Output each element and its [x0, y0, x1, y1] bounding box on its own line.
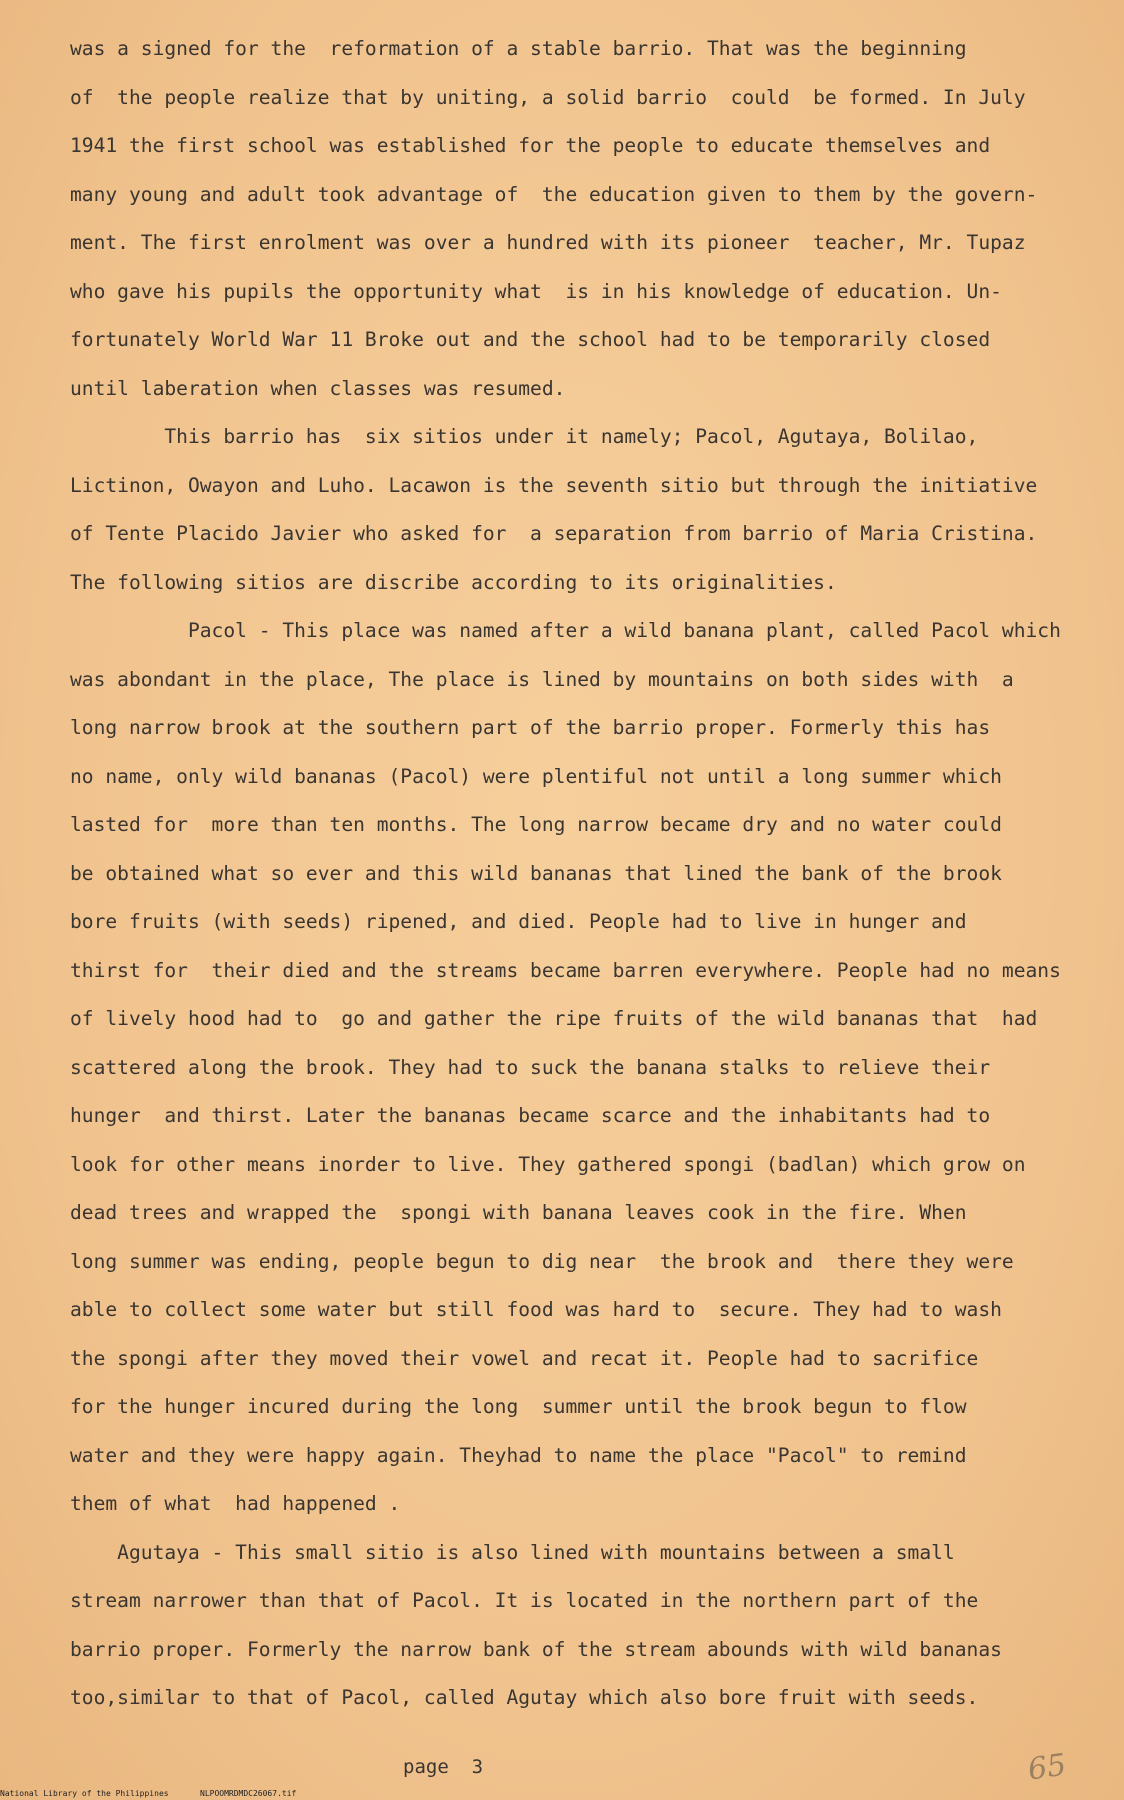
text-line: be obtained what so ever and this wild bananas that lined the bank of the brook [70, 861, 1002, 885]
text-line: of the people realize that by uniting, a solid barrio could be formed. In July [70, 85, 1026, 109]
text-line: This barrio has six sitios under it namely; Pacol, Agutaya, Bolilao, [70, 425, 979, 448]
text-line: water and they were happy again. Theyhad to name the place "Pacol" to remind [70, 1443, 967, 1467]
text-line: long summer was ending, people begun to dig near the brook and there they were [70, 1249, 1014, 1273]
text-line: stream narrower than that of Pacol. It is located in the northern part of the [70, 1589, 979, 1612]
page-number: page 3 [403, 1756, 484, 1778]
text-line: The following sitios are discribe according to its originalities. [70, 570, 837, 594]
text-line: bore fruits (with seeds) ripened, and died. People had to live in hunger and [70, 910, 967, 933]
text-line: of lively hood had to go and gather the ripe fruits of the wild bananas that had [70, 1007, 1038, 1030]
text-line: hunger and thirst. Later the bananas became scarce and the inhabitants had to [70, 1104, 991, 1127]
document-body [70, 36, 1110, 1734]
text-line: the spongi after they moved their vowel and recat it. People had to sacrifice [70, 1346, 979, 1370]
text-line: able to collect some water but still food was hard to secure. They had to wash [70, 1298, 1002, 1321]
text-line: of Tente Placido Javier who asked for a separation from barrio of Maria Cristina. [70, 522, 1038, 545]
text-line: long narrow brook at the southern part of the barrio proper. Formerly this has [70, 716, 991, 739]
text-line: too,similar to that of Pacol, called Agutay which also bore fruit with seeds. [70, 1686, 979, 1709]
text-line: Pacol - This place was named after a wild banana plant, called Pacol which [70, 619, 1061, 642]
text-line: thirst for their died and the streams became barren everywhere. People had no means [70, 958, 1061, 982]
text-line: lasted for more than ten months. The long narrow became dry and no water could [70, 813, 1002, 836]
text-line: 1941 the first school was established for the people to educate themselves and [70, 134, 991, 157]
text-line: was a signed for the reformation of a stable barrio. That was the beginning [70, 37, 967, 60]
text-line: scattered along the brook. They had to suck the banana stalks to relieve their [70, 1055, 991, 1079]
footer-archive-label: National Library of the Philippines [0, 1789, 169, 1798]
text-line: until laberation when classes was resumed. [70, 376, 566, 400]
text-line: dead trees and wrapped the spongi with banana leaves cook in the fire. When [70, 1201, 967, 1224]
text-line: for the hunger incured during the long summer until the brook begun to flow [70, 1395, 967, 1418]
text-line: them of what had happened . [70, 1492, 401, 1515]
text-line: who gave his pupils the opportunity what is in his knowledge of education. Un- [70, 279, 1002, 303]
handwritten-page-note: 65 [1025, 1747, 1069, 1788]
text-line: Agutaya - This small sitio is also lined with mountains between a small [70, 1540, 955, 1564]
text-line: Lictinon, Owayon and Luho. Lacawon is the seventh sitio but through the initiative [70, 473, 1038, 497]
footer-file-name: NLPOOMRDMDC26067.tif [200, 1789, 297, 1798]
text-line: look for other means inorder to live. They gathered spongi (badlan) which grow on [70, 1152, 1026, 1176]
text-line: many young and adult took advantage of the education given to them by the govern- [70, 182, 1038, 206]
text-line: was abondant in the place, The place is lined by mountains on both sides with a [70, 667, 1014, 691]
text-line: fortunately World War 11 Broke out and the school had to be temporarily closed [70, 328, 991, 351]
text-line: ment. The first enrolment was over a hundred with its pioneer teacher, Mr. Tupaz [70, 231, 1026, 254]
text-line: barrio proper. Formerly the narrow bank of the stream abounds with wild bananas [70, 1637, 1002, 1661]
text-line: no name, only wild bananas (Pacol) were plentiful not until a long summer which [70, 764, 1002, 788]
